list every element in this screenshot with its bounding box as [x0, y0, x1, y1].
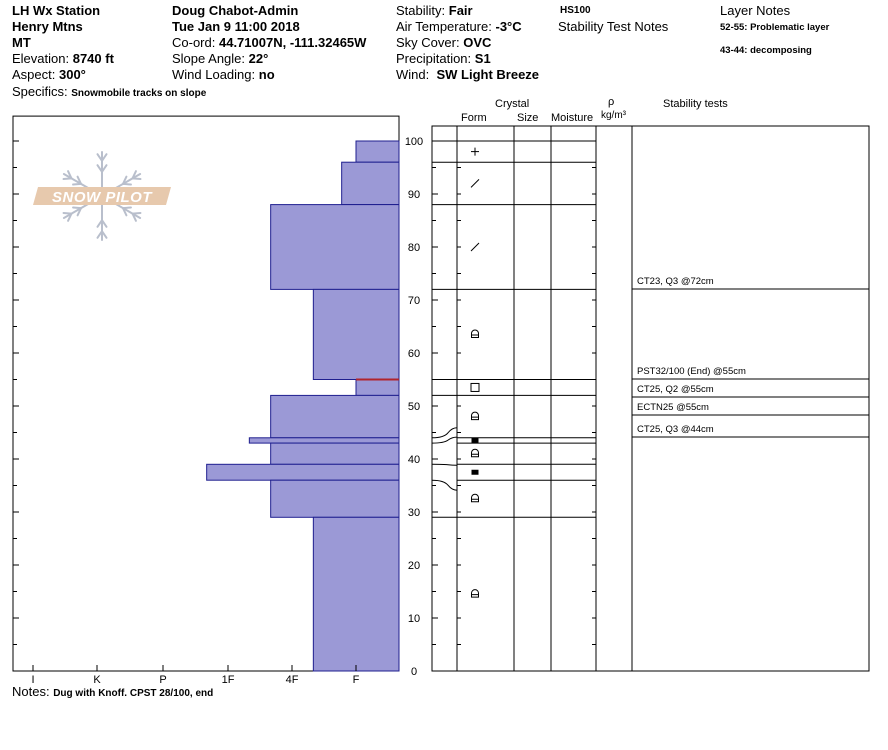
air-temp-label: Air Temperature:: [396, 19, 492, 34]
hardness-tick-label: I: [31, 674, 35, 686]
hardness-bar: [342, 162, 399, 204]
hardness-bar: [207, 464, 399, 480]
slope-label: Slope Angle:: [172, 51, 246, 66]
height-tick-label: 80: [407, 242, 421, 254]
height-tick-label: 30: [407, 507, 421, 519]
crystal-header: Crystal: [495, 98, 530, 110]
hardness-tick-label: F: [352, 674, 360, 686]
coord-label: Co-ord:: [172, 35, 216, 50]
slope-value: 22°: [248, 51, 269, 66]
stability-value: Fair: [448, 3, 473, 18]
elevation-label: Elevation:: [12, 51, 70, 66]
hardness-bar: [313, 517, 399, 671]
hardness-tick-label: 4F: [285, 674, 299, 686]
hardness-tick-label: 1F: [221, 674, 235, 686]
stability-test-notes-title: Stability Test Notes: [558, 19, 669, 34]
stability-test-label: CT23, Q3 @72cm: [637, 276, 714, 287]
sky-value: OVC: [463, 35, 492, 50]
precip-label: Precipitation:: [396, 51, 472, 66]
hardness-bar: [271, 395, 399, 437]
mountain-range: Henry Mtns: [12, 19, 83, 34]
layer-table-frame: [432, 126, 869, 671]
stability-test-label: CT25, Q2 @55cm: [637, 384, 714, 395]
height-tick-label: 40: [407, 454, 421, 466]
form-header: Form: [461, 112, 487, 124]
hardness-bar: [313, 289, 399, 379]
moisture-header: Moisture: [551, 112, 594, 124]
notes-label: Notes:: [12, 684, 50, 699]
precip-value: S1: [474, 51, 491, 66]
hardness-bar: [356, 380, 399, 396]
snow-height: HS100: [560, 5, 591, 16]
stability-test-label: ECTN25 @55cm: [637, 402, 709, 413]
stability-tests-header: Stability tests: [663, 98, 728, 110]
height-tick-label: 50: [407, 401, 421, 413]
snowpilot-logo: [33, 152, 171, 240]
elevation-value: 8740 ft: [72, 51, 114, 66]
faceted-crystal-icon: [471, 383, 479, 391]
state: MT: [12, 35, 31, 50]
hardness-bar: [271, 205, 399, 290]
wind-label: Wind:: [396, 67, 430, 82]
layer-note-1: 52-55: Problematic layer: [720, 22, 830, 33]
height-tick-label: 100: [404, 136, 424, 148]
rounded-grain-icon: [472, 330, 479, 337]
height-tick-label: 60: [407, 348, 421, 360]
aspect-label: Aspect:: [12, 67, 56, 82]
size-header: Size: [517, 112, 539, 124]
decomposing-fragment-icon: [471, 179, 479, 187]
rounded-grain-icon: [472, 494, 479, 501]
hardness-tick-label: P: [159, 674, 167, 686]
stability-label: Stability:: [396, 3, 446, 18]
hardness-bar: [271, 443, 399, 464]
layer-connector: [432, 464, 457, 465]
hardness-bar: [356, 141, 399, 162]
stability-test-label: PST32/100 (End) @55cm: [637, 366, 746, 377]
wind-value: SW Light Breeze: [436, 67, 540, 82]
profile-notes: [12, 685, 213, 699]
rounded-grain-icon: [472, 590, 479, 598]
stability-test-label: CT25, Q3 @44cm: [637, 424, 714, 435]
rounded-grain-icon: [472, 412, 479, 419]
height-tick-label: 90: [407, 189, 421, 201]
observation-datetime: Tue Jan 9 11:00 2018: [172, 19, 300, 34]
melt-freeze-crust-icon: [472, 470, 479, 475]
height-tick-label: 20: [407, 560, 421, 572]
observer-name: Doug Chabot-Admin: [172, 3, 299, 18]
layer-notes-title: Layer Notes: [720, 3, 791, 18]
layer-note-2: 43-44: decomposing: [720, 45, 812, 56]
height-tick-label: 10: [407, 613, 421, 625]
melt-freeze-crust-icon: [472, 438, 479, 443]
notes-value: Dug with Knoff. CPST 28/100, end: [53, 688, 214, 699]
wind-loading-label: Wind Loading:: [172, 67, 256, 82]
specifics-label: Specifics:: [12, 84, 68, 99]
sky-label: Sky Cover:: [396, 35, 460, 50]
specifics-value: Snowmobile tracks on slope: [71, 88, 207, 99]
height-tick-label: 0: [410, 666, 418, 678]
wind-loading-value: no: [258, 67, 275, 82]
station-name: LH Wx Station: [12, 3, 101, 18]
density-unit: kg/m³: [601, 110, 626, 121]
logo-text: SNOW PILOT: [52, 189, 152, 206]
hardness-bar: [249, 438, 399, 443]
coord-value: 44.71007N, -111.32465W: [218, 35, 367, 50]
density-symbol: ρ: [608, 96, 615, 108]
air-temp-value: -3°C: [495, 19, 522, 34]
rounded-grain-icon: [472, 449, 479, 457]
height-tick-label: 70: [407, 295, 421, 307]
hardness-bar: [271, 480, 399, 517]
decomposing-fragment-icon: [471, 243, 479, 251]
aspect-value: 300°: [58, 67, 86, 82]
hardness-tick-label: K: [93, 674, 101, 686]
